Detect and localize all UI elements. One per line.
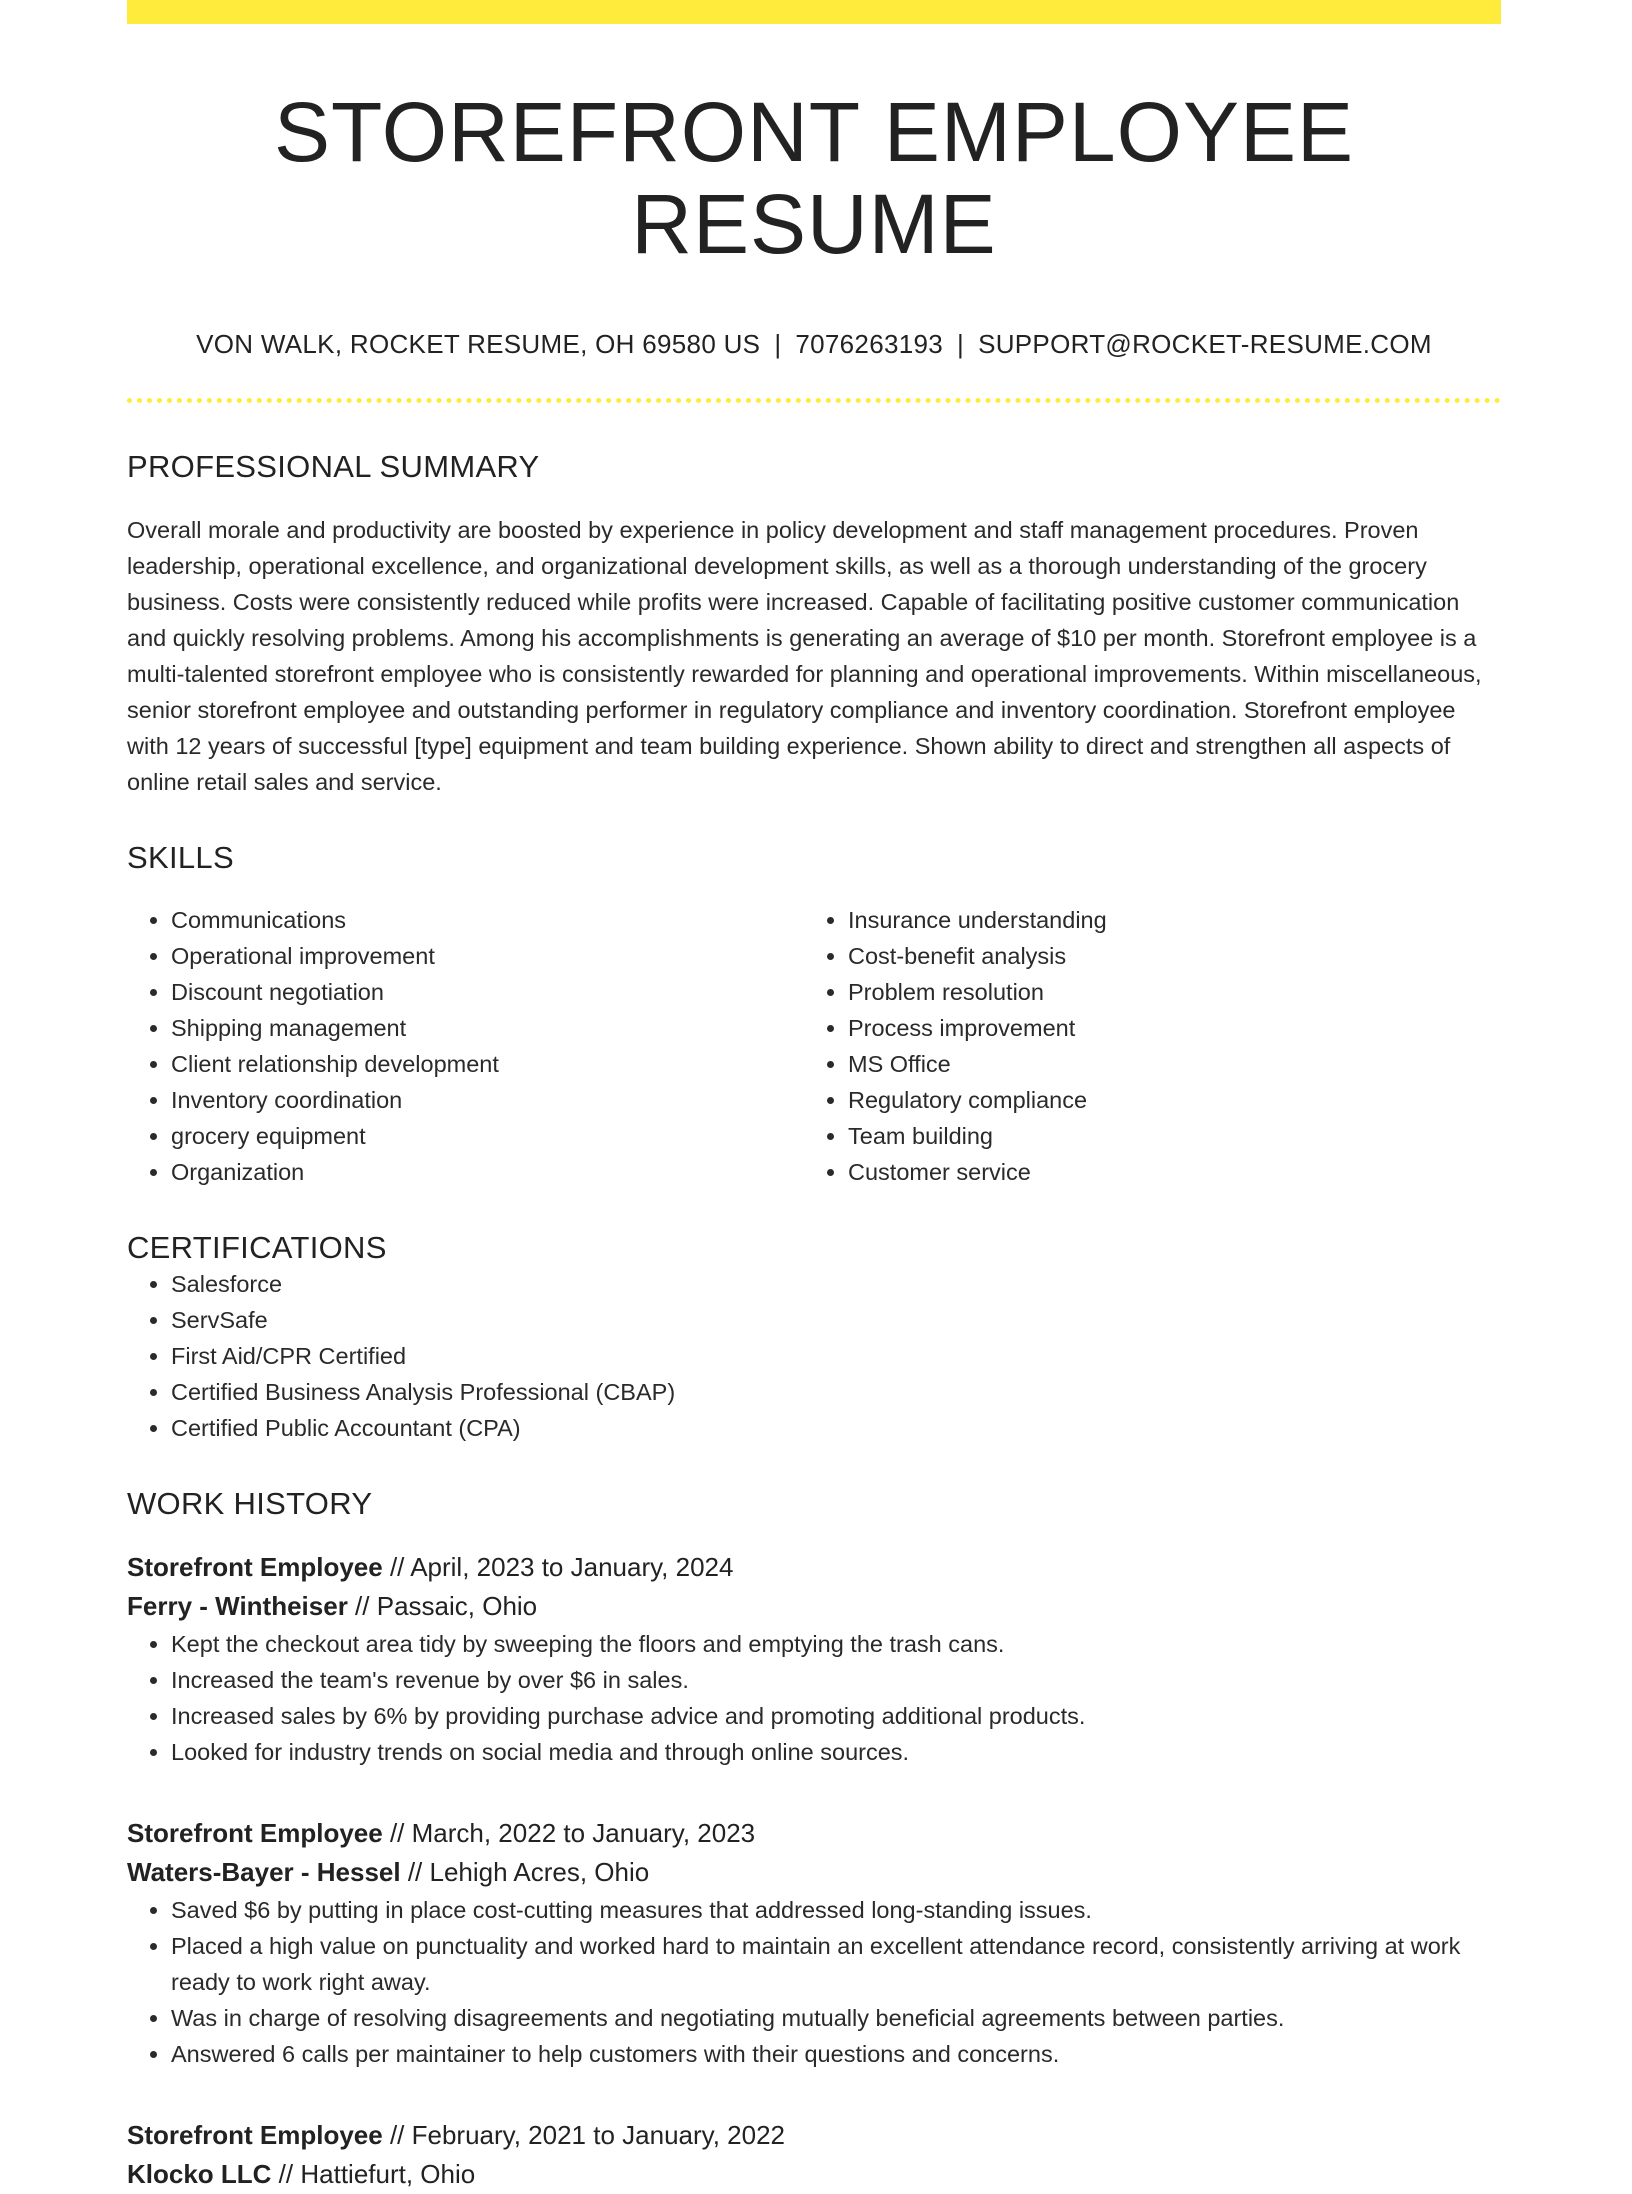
contact-separator: |	[957, 328, 965, 359]
job-location: Hattiefurt, Ohio	[300, 2158, 476, 2189]
job-separator: //	[400, 1856, 430, 1887]
skill-item: • Regulatory compliance	[848, 1082, 1481, 1118]
resume-page	[127, 0, 1501, 2194]
job-title: Storefront Employee	[127, 1551, 383, 1582]
job-company-line	[127, 1853, 1501, 1892]
job-dates: February, 2021 to January, 2022	[411, 2119, 786, 2150]
work-history-heading: WORK HISTORY	[127, 1485, 373, 1521]
skill-item: • grocery equipment	[171, 1118, 804, 1154]
job-bullet-item: • Placed a high value on punctuality and worked hard to maintain an excellent attendance record, consistently arriving at work ready to work right away.	[171, 1928, 1501, 2000]
job-separator: //	[382, 1551, 411, 1582]
skill-item: • Discount negotiation	[171, 974, 804, 1010]
job-company: Klocko LLC	[127, 2158, 272, 2189]
job-bullets	[127, 1892, 1501, 2072]
job-location: Passaic, Ohio	[376, 1590, 538, 1621]
skill-item: • Client relationship development	[171, 1046, 804, 1082]
job-separator: //	[382, 2119, 412, 2150]
summary-text: Overall morale and productivity are boosted by experience in policy development and staff management procedures. Proven leadership, operational excellence, and organizational development skills, as well as a thorough understanding of the grocery business. Costs were consistently reduced while profits were increased. Capable of facilitating positive customer communication and quickly resolving problems. Among his accomplishments is generating an average of $10 per month. Storefront employee is a multi-talented storefront employee who is consistently rewarded for planning and operational improvements. Within miscellaneous, senior storefront employee and outstanding performer in regulatory compliance and inventory coordination. Storefront employee with 12 years of successful [type] equipment and team building experience. Shown ability to direct and strengthen all aspects of online retail sales and service.	[127, 516, 1482, 795]
skill-item: • Operational improvement	[171, 938, 804, 974]
accent-top-bar	[127, 0, 1501, 24]
certification-item: • First Aid/CPR Certified	[171, 1338, 1501, 1374]
job-bullet-item: • Kept the checkout area tidy by sweeping the floors and emptying the trash cans.	[171, 1626, 1501, 1662]
job-bullets	[127, 1626, 1501, 1770]
job-title-line	[127, 1814, 1501, 1853]
skill-item: • Team building	[848, 1118, 1481, 1154]
skill-item: • Insurance understanding	[848, 902, 1481, 938]
certification-item: • Certified Business Analysis Professional (CBAP)	[171, 1374, 1501, 1410]
job-entry	[127, 1814, 1501, 2072]
job-company: Ferry - Wintheiser	[127, 1590, 348, 1621]
job-title-line	[127, 1548, 1501, 1587]
skill-item: • Cost-benefit analysis	[848, 938, 1481, 974]
skill-item: • Inventory coordination	[171, 1082, 804, 1118]
dotted-divider	[127, 398, 1501, 403]
job-separator: //	[271, 2158, 301, 2189]
job-title: Storefront Employee	[127, 1817, 383, 1848]
work-history-list	[127, 1548, 1501, 2194]
skill-item: • MS Office	[848, 1046, 1481, 1082]
job-separator: //	[382, 1817, 412, 1848]
skills-column-right	[804, 902, 1481, 1190]
skill-item: • Shipping management	[171, 1010, 804, 1046]
resume-title: STOREFRONT EMPLOYEE RESUME	[273, 85, 1355, 272]
job-bullet-item: • Increased the team's revenue by over $6 in sales.	[171, 1662, 1501, 1698]
certifications-heading: CERTIFICATIONS	[127, 1229, 387, 1265]
job-entry	[127, 1548, 1501, 1770]
contact-separator: |	[774, 328, 782, 359]
contact-phone: 7076263193	[795, 328, 943, 359]
contact-line	[127, 329, 1501, 360]
skill-item: • Communications	[171, 902, 804, 938]
job-company: Waters-Bayer - Hessel	[127, 1856, 401, 1887]
job-entry	[127, 2116, 1501, 2194]
skill-item: • Organization	[171, 1154, 804, 1190]
skill-item: • Problem resolution	[848, 974, 1481, 1010]
job-title: Storefront Employee	[127, 2119, 383, 2150]
certifications-list	[127, 1266, 1501, 1446]
contact-email: SUPPORT@ROCKET-RESUME.COM	[978, 328, 1432, 359]
job-bullet-item: • Looked for industry trends on social media and through online sources.	[171, 1734, 1501, 1770]
job-title-line	[127, 2116, 1501, 2155]
job-dates: April, 2023 to January, 2024	[410, 1551, 734, 1582]
skills-list-right	[804, 902, 1481, 1190]
job-bullet-item: • Increased sales by 6% by providing purchase advice and promoting additional products.	[171, 1698, 1501, 1734]
job-company-line	[127, 1587, 1501, 1626]
certification-item: • Certified Public Accountant (CPA)	[171, 1410, 1501, 1446]
skills-column-left	[127, 902, 804, 1190]
skill-item: • Customer service	[848, 1154, 1481, 1190]
job-location: Lehigh Acres, Ohio	[429, 1856, 650, 1887]
certification-item: • ServSafe	[171, 1302, 1501, 1338]
skill-item: • Process improvement	[848, 1010, 1481, 1046]
summary-heading: PROFESSIONAL SUMMARY	[127, 448, 540, 484]
job-bullet-item: • Saved $6 by putting in place cost-cutting measures that addressed long-standing issues.	[171, 1892, 1501, 1928]
job-separator: //	[347, 1590, 377, 1621]
job-company-line	[127, 2155, 1501, 2194]
certification-item: • Salesforce	[171, 1266, 1501, 1302]
job-bullet-item: • Was in charge of resolving disagreements and negotiating mutually beneficial agreements between parties.	[171, 2000, 1501, 2036]
job-bullet-item: • Answered 6 calls per maintainer to help customers with their questions and concerns.	[171, 2036, 1501, 2072]
skills-heading: SKILLS	[127, 839, 234, 875]
skills-grid	[127, 902, 1501, 1190]
skills-list-left	[127, 902, 804, 1190]
job-dates: March, 2022 to January, 2023	[411, 1817, 756, 1848]
contact-address: VON WALK, ROCKET RESUME, OH 69580 US	[196, 328, 761, 359]
